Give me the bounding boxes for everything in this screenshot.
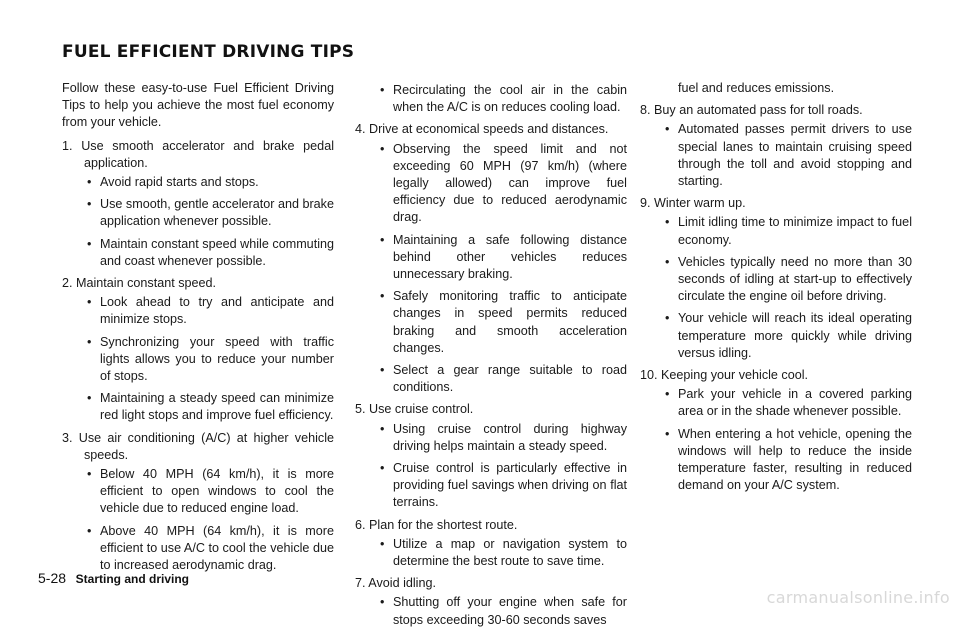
bullet-list <box>62 466 334 574</box>
tip-heading: 2. Maintain constant speed. <box>62 276 217 291</box>
bullet-item: • When entering a hot vehicle, opening the windows will help to reduce the inside temperature faster, resulting in reduced demand on your A/C system. <box>640 426 912 495</box>
bullet-list <box>355 141 627 397</box>
bullet-list <box>62 294 334 424</box>
tips-list-middle <box>355 121 627 628</box>
bullet-item: • Vehicles typically need no more than 30 seconds of idling at start-up to effectively circulate the engine oil before driving. <box>640 254 912 306</box>
tip-heading: 8. Buy an automated pass for toll roads. <box>640 103 863 118</box>
tip-item <box>355 401 627 511</box>
column-middle <box>355 80 627 634</box>
bullet-item: • Your vehicle will reach its ideal operating temperature more quickly while driving versus idling. <box>640 310 912 362</box>
bullet-item: • Maintain constant speed while commuting and coast whenever possible. <box>62 236 334 270</box>
tip-item <box>62 430 334 575</box>
bullet-list <box>355 421 627 512</box>
tip-heading: 7. Avoid idling. <box>355 576 436 591</box>
bullet-item: • Limit idling time to minimize impact to fuel economy. <box>640 214 912 248</box>
bullet-item: • Cruise control is particularly effective in providing fuel savings when driving on flat terrains. <box>355 460 627 512</box>
page-title: FUEL EFFICIENT DRIVING TIPS <box>62 42 355 62</box>
bullet-list <box>355 536 627 570</box>
bullet-list <box>355 594 627 628</box>
continued-text: fuel and reduces emissions. <box>678 81 835 95</box>
tip-item <box>640 102 912 190</box>
continued-bullet-list <box>355 82 627 116</box>
tip-item <box>62 275 334 425</box>
bullet-list <box>640 121 912 190</box>
bullet-item: • Synchronizing your speed with traffic lights allows you to reduce your number of stops. <box>62 334 334 386</box>
tip-heading: 10. Keeping your vehicle cool. <box>640 368 809 383</box>
bullet-item: • Look ahead to try and anticipate and minimize stops. <box>62 294 334 328</box>
bullet-item: • Recirculating the cool air in the cabin when the A/C is on reduces cooling load. <box>355 82 627 116</box>
bullet-item: • Utilize a map or navigation system to determine the best route to save time. <box>355 536 627 570</box>
bullet-item: • Safely monitoring traffic to anticipate changes in speed permits reduced braking and smooth acceleration changes. <box>355 288 627 357</box>
tip-heading: 4. Drive at economical speeds and distances. <box>355 122 609 137</box>
tip-item <box>355 121 627 396</box>
bullet-item: • Maintaining a safe following distance behind other vehicles reduces unnecessary braking. <box>355 232 627 284</box>
tips-list-right <box>640 102 912 494</box>
section-name: Starting and driving <box>75 572 189 586</box>
tip-item <box>640 195 912 362</box>
tip-item <box>62 138 334 270</box>
bullet-item: • Maintaining a steady speed can minimize red light stops and improve fuel efficiency. <box>62 390 334 424</box>
bullet-item: • Below 40 MPH (64 km/h), it is more efficient to open windows to cool the vehicle due to reduced engine load. <box>62 466 334 518</box>
tip-heading: 5. Use cruise control. <box>355 402 474 417</box>
tip-heading: 1. Use smooth accelerator and brake pedal application. <box>62 138 334 170</box>
page-number: 5-28 <box>38 570 67 586</box>
tip-heading: 3. Use air conditioning (A/C) at higher vehicle speeds. <box>62 430 334 462</box>
bullet-item: • Using cruise control during highway driving helps maintain a steady speed. <box>355 421 627 455</box>
bullet-item: • Observing the speed limit and not exceeding 60 MPH (97 km/h) (where legally allowed) can improve fuel efficiency due to reduced aerodynamic drag. <box>355 141 627 227</box>
column-left <box>62 80 334 579</box>
bullet-list <box>640 214 912 362</box>
watermark: carmanualsonline.info <box>766 588 950 607</box>
bullet-item: • Automated passes permit drivers to use special lanes to maintain cruising speed through the toll and avoid stopping and starting. <box>640 121 912 190</box>
tip-item <box>640 367 912 494</box>
bullet-list <box>640 386 912 494</box>
tip-item <box>355 517 627 571</box>
bullet-list <box>62 174 334 270</box>
intro-paragraph: Follow these easy-to-use Fuel Efficient Driving Tips to help you achieve the most fuel economy from your vehicle. <box>62 81 334 130</box>
bullet-item: • Avoid rapid starts and stops. <box>62 174 334 191</box>
bullet-item: • Use smooth, gentle accelerator and brake application whenever possible. <box>62 196 334 230</box>
bullet-item: • Above 40 MPH (64 km/h), it is more efficient to use A/C to cool the vehicle due to increased aerodynamic drag. <box>62 523 334 575</box>
page-footer <box>38 570 189 586</box>
tip-item <box>355 575 627 629</box>
tips-list-left <box>62 138 334 575</box>
tip-heading: 6. Plan for the shortest route. <box>355 517 518 532</box>
column-right <box>640 80 912 499</box>
bullet-item: • Shutting off your engine when safe for stops exceeding 30-60 seconds saves <box>355 594 627 628</box>
bullet-item: • Park your vehicle in a covered parking area or in the shade whenever possible. <box>640 386 912 420</box>
bullet-item: • Select a gear range suitable to road conditions. <box>355 362 627 396</box>
tip-heading: 9. Winter warm up. <box>640 196 746 211</box>
